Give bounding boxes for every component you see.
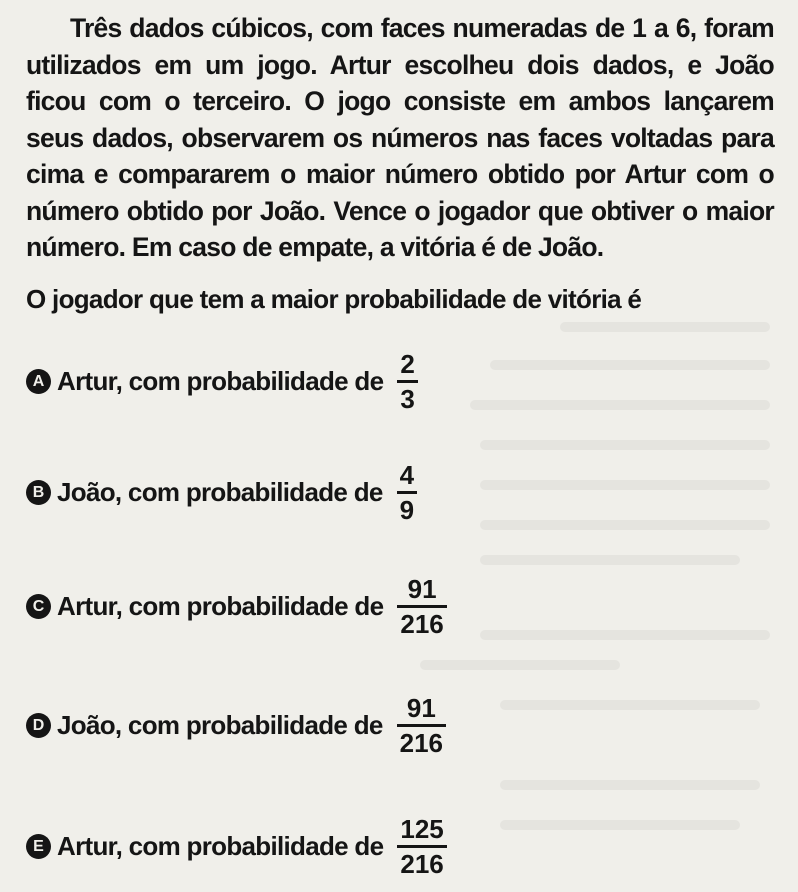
- option-text: João, com probabilidade de: [57, 709, 383, 740]
- fraction: [397, 349, 417, 414]
- option-text: Artur, com probabilidade de: [57, 830, 384, 861]
- bleed-through-line: [480, 520, 770, 530]
- bleed-through-line: [480, 480, 770, 490]
- bleed-through-line: [480, 440, 770, 450]
- option-c[interactable]: [26, 574, 447, 639]
- fraction-bar: [397, 380, 417, 383]
- option-text: Artur, com probabilidade de: [57, 365, 384, 396]
- fraction-bar: [397, 491, 417, 494]
- fraction: [397, 814, 446, 879]
- fraction-bar: [397, 845, 446, 848]
- option-text: Artur, com probabilidade de: [57, 590, 384, 621]
- bleed-through-line: [420, 660, 620, 670]
- bleed-through-line: [490, 360, 770, 370]
- fraction-numerator: 2: [400, 349, 415, 379]
- bleed-through-line: [480, 630, 770, 640]
- question-prompt: O jogador que tem a maior probabilidade de vitória é: [26, 284, 642, 314]
- option-letter-badge: A: [26, 369, 51, 394]
- fraction-denominator: 3: [400, 383, 415, 414]
- bleed-through-line: [560, 322, 770, 332]
- bleed-through-line: [470, 400, 770, 410]
- option-letter-badge: C: [26, 594, 51, 619]
- fraction-denominator: 216: [400, 848, 444, 879]
- option-e[interactable]: [26, 814, 447, 879]
- option-d[interactable]: [26, 693, 446, 758]
- fraction-numerator: 4: [399, 460, 415, 490]
- option-text: João, com probabilidade de: [57, 476, 383, 507]
- option-letter-badge: E: [26, 834, 51, 859]
- option-letter-badge: D: [26, 713, 51, 738]
- fraction-bar: [397, 605, 446, 608]
- fraction: [397, 693, 446, 758]
- option-b[interactable]: [26, 460, 417, 525]
- fraction-denominator: 216: [400, 608, 444, 639]
- fraction: [397, 574, 446, 639]
- bleed-through-line: [500, 820, 740, 830]
- fraction: [397, 460, 417, 525]
- fraction-denominator: 9: [399, 494, 415, 525]
- fraction-bar: [397, 724, 446, 727]
- fraction-numerator: 91: [407, 574, 437, 604]
- fraction-numerator: 91: [406, 693, 436, 723]
- fraction-numerator: 125: [400, 814, 444, 844]
- option-letter-badge: B: [26, 480, 51, 505]
- question-stem: Três dados cúbicos, com faces numeradas de 1 a 6, foram utilizados em um jogo. Artur escolheu dois dados, e João ficou com o terceiro. O jogo consiste em ambos lançarem seus dados, observarem os números nas faces voltadas para cima e compararem o maior número obtido por Artur com o número obtido por João. Vence o jogador que obtiver o maior número. Em caso de empate, a vitória é de João.: [26, 13, 774, 262]
- bleed-through-line: [500, 700, 760, 710]
- bleed-through-line: [480, 555, 740, 565]
- fraction-denominator: 216: [399, 727, 444, 758]
- bleed-through-line: [500, 780, 760, 790]
- option-a[interactable]: [26, 349, 418, 414]
